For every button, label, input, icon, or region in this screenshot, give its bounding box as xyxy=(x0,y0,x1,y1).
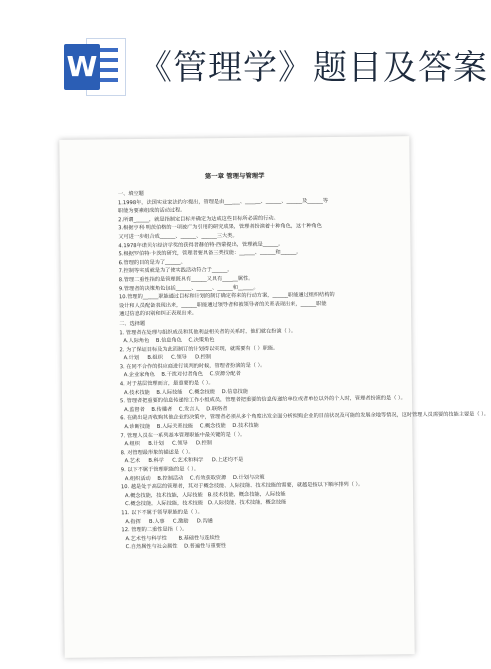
option: D.计划与决策 xyxy=(232,474,265,481)
section-heading: 二、选择题 xyxy=(119,320,146,328)
fill-line: 10.管理的______职能通过目标和计划的制订确定将来的行动方案，______职能通过组织结构的 xyxy=(118,292,335,301)
document-page xyxy=(59,136,490,658)
option: A.诊断技能 xyxy=(124,423,151,431)
option: D.普遍性与重要性 xyxy=(184,543,227,550)
option: B.人事 xyxy=(149,518,165,525)
option: B.组织 xyxy=(147,355,163,362)
option: A.人际角色 xyxy=(123,338,150,345)
option: A.概念技能，技术技能，人际技能 xyxy=(124,492,203,499)
option: C.领导 xyxy=(171,354,187,361)
section-heading: 一、填空题 xyxy=(117,190,144,198)
option: D.控制 xyxy=(195,440,213,447)
fill-line: 又可进一步组合成______、______、______三大类。 xyxy=(118,232,238,241)
word-doc-icon xyxy=(64,38,126,96)
question: 11. 以下不属于领导职能的是（ ）。 xyxy=(121,509,203,517)
page-header xyxy=(0,0,488,112)
option: D.技术技能 xyxy=(232,422,259,430)
option: A.企业家角色 xyxy=(123,372,155,379)
fill-line: 4.1978年诺贝尔经济学奖的获得者赫伯特·西蒙提出，管理就是______。 xyxy=(118,241,284,249)
fill-line: 3.根据亨利·明茨伯格的一项被广为引用的研究成果，管理者扮演着十种角色，这十种角色 xyxy=(118,223,322,232)
fill-line: 7.控制等实质就是为了使实践活动符合于______。 xyxy=(118,267,233,275)
question: 12. 管理的二重性是指（ ）。 xyxy=(121,526,188,534)
fill-line: 通过信息的识别和纠正表现出来。 xyxy=(119,310,197,318)
fill-line: 1.1998年，法国实业家法约尔提出，管理是由______、______、______、______及______等 xyxy=(117,197,329,206)
option: C.概念技能 xyxy=(188,388,216,396)
question: 4. 对于基层管理而言，最重要的是（ ）。 xyxy=(119,380,214,388)
fill-line: 8.管理二重性指的是管理既具有______又具有______属性。 xyxy=(118,275,254,284)
fill-line: 9.管理者的决策角色包括______、______、______和______。 xyxy=(118,284,259,292)
option: D.信息技能 xyxy=(221,388,249,395)
option: B.计划 xyxy=(148,440,164,448)
option: C.决策角色 xyxy=(188,337,215,344)
option: C.激励 xyxy=(172,518,189,525)
fill-line: 设计和人员配备表现出来，______职能通过领导者和被领导者的关系表现出来，______职能 xyxy=(119,300,327,309)
page-title: 《管理学》题目及答案 xyxy=(138,48,488,88)
option: D.控制 xyxy=(195,354,212,361)
option: B.科学 xyxy=(148,458,165,465)
document-body xyxy=(117,186,490,552)
option: D.沟通 xyxy=(196,517,213,524)
option: C.有效获取资源 xyxy=(189,474,227,482)
question: 6. 在做出是否收购其他企业的决策中，管理者必须从多个角度出发全面分析拟购企业的目前状况及可能的发展余地等情况，这时管理人员需要的技能主要是（ ）。 xyxy=(120,411,490,422)
option: B.干扰对付者角色 xyxy=(161,371,203,379)
option: A.指挥 xyxy=(125,518,141,525)
option: A.计划 xyxy=(123,355,140,362)
option: D.人际技能，技术技能，概念技能 xyxy=(207,499,287,507)
question: 8. 对管理最形象的描述是（ ）。 xyxy=(120,449,194,457)
option: D.上述均不是 xyxy=(211,457,244,464)
option: A.技术技能 xyxy=(123,389,150,396)
option: A.艺术 xyxy=(124,458,141,465)
option: B.人际关系技能 xyxy=(156,423,194,430)
question: 1. 管理者在处理与组织成员和其他利益相关者的关系时，他们就在扮演（ ）。 xyxy=(119,327,297,336)
fill-line: 2.所谓______，就是指制定目标并确定为达成这些目标所必需的行动。 xyxy=(118,215,279,224)
option: B.基础性与连续性 xyxy=(178,534,221,542)
option: B.传播者 xyxy=(151,406,173,413)
question: 10. 越是处于高层的管理者，其对于概念技能、人际技能、技术技能的需要，就越是按以下顺序排列（ ）。 xyxy=(120,481,364,491)
fill-line: 5.根据罗伯特·卡茨的研究，管理者要具备三类技能：______、______和______。 xyxy=(118,249,302,258)
option: B.信息角色 xyxy=(155,337,182,344)
option: A.监督者 xyxy=(124,406,145,414)
option: C.概念技能，人际技能，技术技能 xyxy=(125,500,204,508)
option: C.发言人 xyxy=(178,406,200,413)
option: C.资源分配者 xyxy=(209,371,241,378)
question: 5. 管理者把重要的信息传递给工作小组成员，管理者把重要的信息传递给单位或者单位以外的个人时，管理者扮演的是（ ）。 xyxy=(120,395,406,405)
option: A.组织 xyxy=(124,441,141,448)
fill-line: 6.管理的目的是为了______。 xyxy=(118,259,186,266)
fill-line: 职能为要素组成的活动过程。 xyxy=(118,207,186,215)
option: D.联络者 xyxy=(206,405,228,413)
option: B.技术技能，概念技能，人际技能 xyxy=(207,491,286,499)
option: B.控制活动 xyxy=(157,475,184,482)
option: C.艺术和科学 xyxy=(172,457,204,465)
option: C.领导 xyxy=(172,440,188,447)
question: 9. 以下不属于管理职能的是（ ）。 xyxy=(120,466,200,474)
question: 3. 在同不合作的供应商进行谈判的时候，管理者扮演的是（ ）。 xyxy=(119,362,266,371)
word-letter: W xyxy=(64,44,100,90)
chapter-title: 第一章 管理与管理学 xyxy=(204,171,265,181)
question: 2. 为了保证目标及为此而制订的计划得以实现，就需要有（ ）职能。 xyxy=(119,345,279,353)
option: B.人际技能 xyxy=(156,389,183,396)
question: 7. 管理人员在一系列基本管理职能中最关键的是（ ）。 xyxy=(120,431,246,439)
options xyxy=(122,541,392,552)
option: C.概念技能 xyxy=(199,423,226,430)
option: A.组织活动 xyxy=(124,475,151,482)
option: C.自然属性与社会属性 xyxy=(125,543,178,551)
option: A.艺术性与科学性 xyxy=(125,535,167,542)
